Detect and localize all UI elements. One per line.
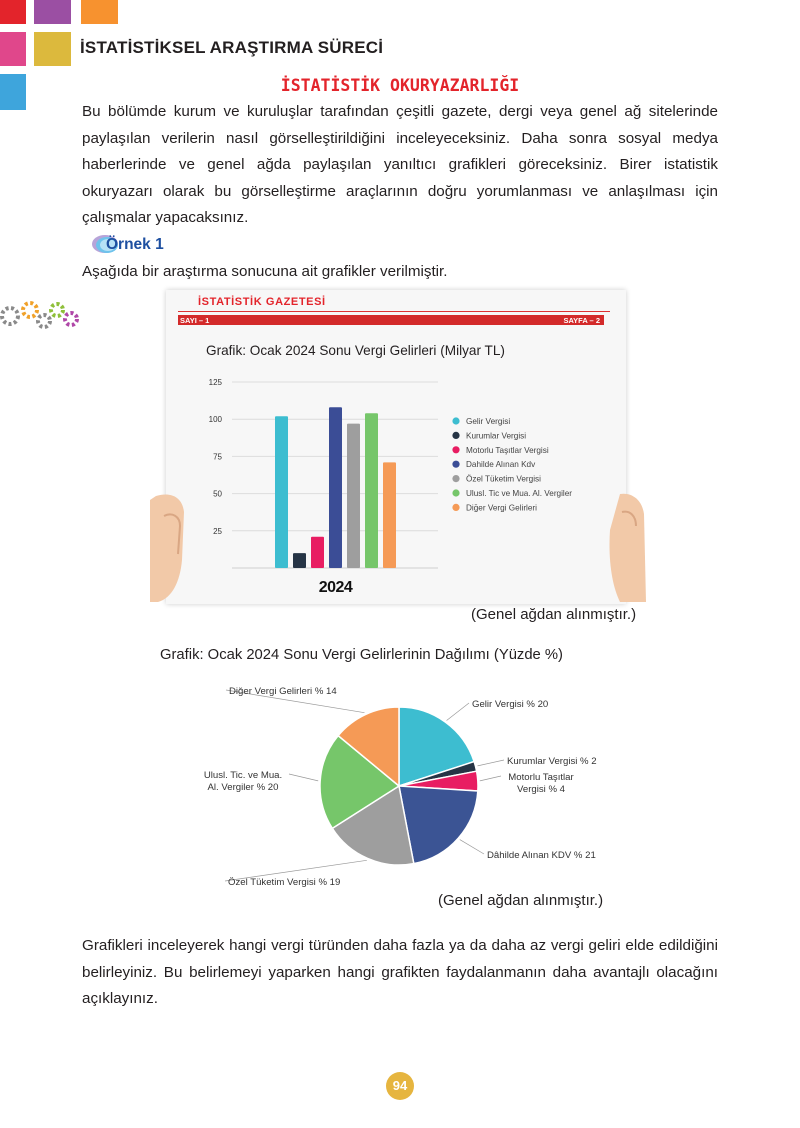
slice-label: Özel Tüketim Vergisi % 19: [228, 877, 341, 888]
legend-label: Motorlu Taşıtlar Vergisi: [466, 445, 549, 455]
y-tick-label: 100: [208, 415, 222, 425]
slice-label: Diğer Vergi Gelirleri % 14: [229, 686, 337, 697]
y-tick-label: 25: [213, 526, 222, 536]
slice-label: Motorlu Taşıtlar Vergisi % 4: [508, 772, 574, 795]
legend-label: Özel Tüketim Vergisi: [466, 474, 541, 484]
intro-paragraph: Bu bölümde kurum ve kuruluşlar tarafından çeşitli gazete, dergi veya genel ağ sitelerinde paylaşılan verilerin nasıl görselleştirildiğini inceleyeceksiniz. Daha sonra sosyal medya haberlerinde ve genel ağda paylaşılan yanıltıcı grafikleri göreceksiniz. Birer istatistik okuryazarı olarak bu görselleştirme araçlarının doğru yorumlanması ve anlaşılması için çalışmalar yapacaksınız.: [82, 103, 718, 226]
legend-label: Ulusl. Tic ve Mua. Al. Vergiler: [466, 489, 573, 498]
y-tick-label: 75: [213, 452, 222, 462]
bar-chart-title: Grafik: Ocak 2024 Sonu Vergi Gelirleri (Milyar TL): [206, 343, 505, 358]
pie-chart-title: Grafik: Ocak 2024 Sonu Vergi Gelirlerinin Dağılımı (Yüzde %): [160, 647, 563, 663]
y-tick-label: 125: [208, 378, 222, 387]
legend-label: Diğer Vergi Gelirleri: [466, 503, 537, 513]
source-note: (Genel ağdan alınmıştır.): [438, 892, 604, 909]
question-paragraph: Grafikleri inceleyerek hangi vergi türünden daha fazla ya da daha az vergi geliri elde edildiğini belirleyiniz. Bu belirlemeyi yaparken hangi grafikten faydalanmanın daha avantajlı olacağını açıklayınız.: [82, 937, 718, 1007]
leader-line: [460, 840, 484, 854]
unit-title: İSTATİSTİKSEL ARAŞTIRMA SÜRECİ: [80, 38, 384, 57]
source-note: (Genel ağdan alınmıştır.): [471, 606, 637, 623]
slice-label: Dâhilde Alınan KDV % 21: [487, 850, 596, 861]
slice-label: Kurumlar Vergisi % 2: [507, 756, 597, 767]
newspaper-name: İSTATİSTİK GAZETESİ: [198, 296, 326, 308]
example-description: Aşağıda bir araştırma sonucuna ait grafikler verilmiştir.: [82, 263, 448, 280]
leader-line: [447, 703, 469, 721]
section-title: İSTATİSTİK OKURYAZARLIĞI: [280, 76, 520, 95]
example-label: Örnek 1: [106, 236, 164, 253]
legend-label: Kurumlar Vergisi: [466, 431, 527, 441]
issue-number: SAYI – 1: [180, 316, 210, 325]
newspaper-page-number: SAYFA – 2: [563, 316, 600, 325]
leader-line: [480, 776, 501, 781]
slice-label: Ulusl. Tic. ve Mua. Al. Vergiler % 20: [203, 770, 283, 793]
leader-line: [289, 774, 318, 781]
legend-label: Dahilde Alınan Kdv: [466, 460, 536, 470]
legend-label: Gelir Vergisi: [466, 417, 511, 426]
leader-line: [478, 760, 505, 766]
y-tick-label: 50: [213, 489, 222, 499]
page-number: 94: [386, 1072, 414, 1100]
x-tick-label: 2024: [318, 579, 353, 596]
slice-label: Gelir Vergisi % 20: [472, 699, 549, 710]
